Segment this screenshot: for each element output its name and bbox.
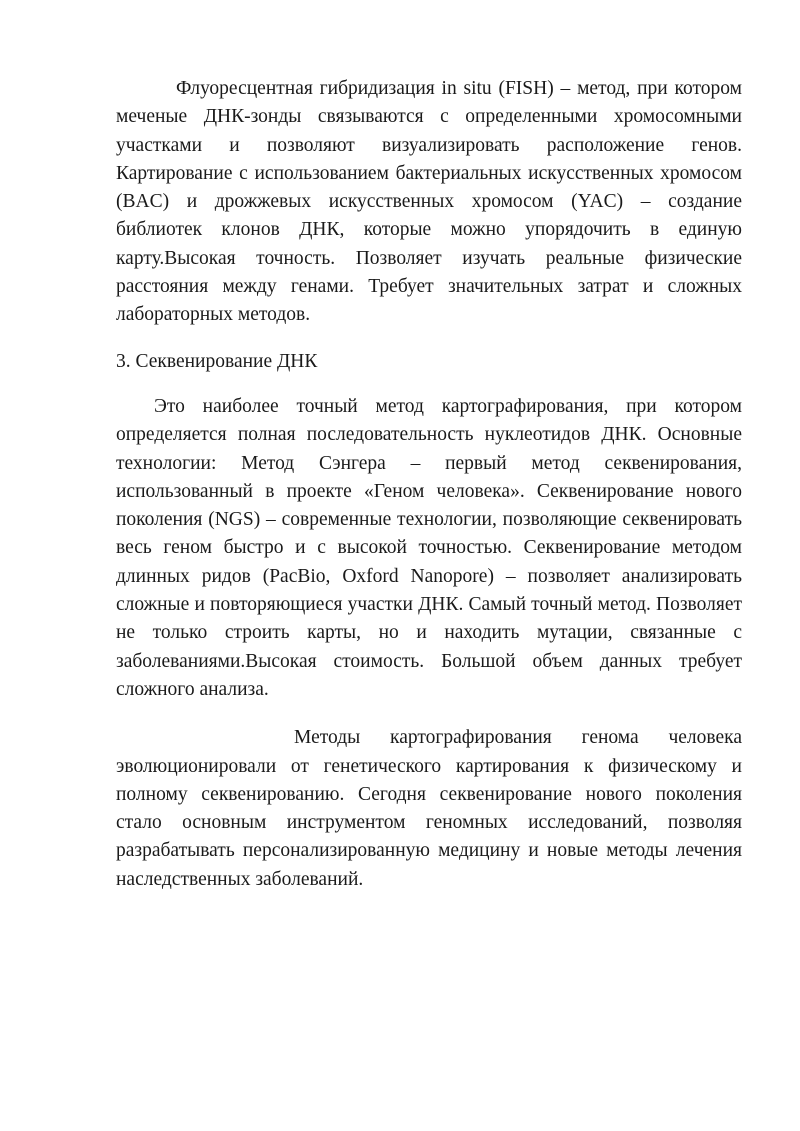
paragraph-dna-sequencing: Это наиболее точный метод картографирования, при котором определяется полная последовательность нуклеотидов ДНК. Основные технологии: Метод Сэнгера – первый метод секвенирования, использованный в проекте «Геном человека». Секвенирование нового поколения (NGS) – современные технологии, позволяющие секвенировать весь геном быстро и с высокой точностью. Секвенирование методом длинных ридов (PacBio, Oxford Nanopore) – позволяет анализировать сложные и повторяющиеся участки ДНК. Самый точный метод. Позволяет не только строить карты, но и находить мутации, связанные с заболеваниями.Высокая стоимость. Большой объем данных требует сложного анализа.: [116, 395, 742, 700]
paragraph-fish-mapping: Флуоресцентная гибридизация in situ (FISH) – метод, при котором меченые ДНК-зонды связываются с определенными хромосомными участками и позволяют визуализировать расположение генов. Картирование с использованием бактериальных искусственных хромосом (BAC) и дрожжевых искусственных хромосом (YAC) – создание библиотек клонов ДНК, которые можно упорядочить в единую карту.Высокая точность. Позволяет изучать реальные физические расстояния между генами. Требует значительных затрат и сложных лабораторных методов.: [116, 78, 742, 326]
document-body: [116, 75, 742, 894]
paragraph-conclusion: Методы картографирования генома человека эволюционировали от генетического картирования к физическому и полному секвенированию. Сегодня секвенирование нового поколения стало основным инструментом геномных исследований, позволяя разрабатывать персонализированную медицину и новые методы лечения наследственных заболеваний.: [116, 727, 742, 890]
section-heading-dna-sequencing: 3. Секвенирование ДНК: [116, 350, 318, 372]
